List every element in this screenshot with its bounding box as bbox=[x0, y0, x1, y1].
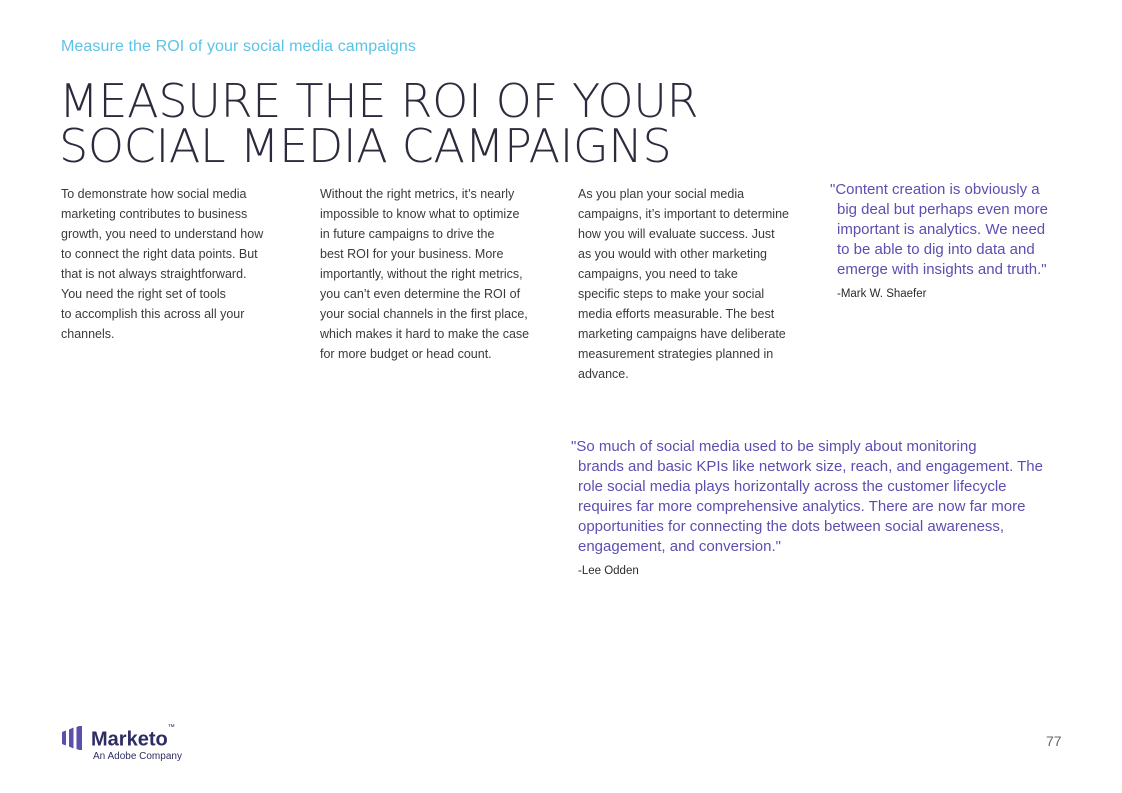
quote-attribution: -Mark W. Shaefer bbox=[837, 288, 927, 300]
text-line: marketing contributes to business bbox=[61, 207, 248, 221]
text-line: to connect the right data points. But bbox=[61, 247, 258, 261]
text-line: impossible to know what to optimize bbox=[320, 207, 520, 221]
body-column-3 bbox=[578, 184, 789, 384]
pull-quote-odden bbox=[571, 437, 1043, 581]
text-line: specific steps to make your social bbox=[578, 287, 765, 301]
text-line: to accomplish this across all your bbox=[61, 307, 245, 321]
page-title bbox=[59, 74, 699, 173]
brand-name: Marketo™ bbox=[91, 724, 175, 751]
quote-line: to be able to dig into data and bbox=[837, 241, 1035, 258]
body-column-1 bbox=[61, 184, 263, 344]
text-line: campaigns, you need to take bbox=[578, 267, 738, 281]
text-line: which makes it hard to make the case bbox=[320, 327, 530, 341]
text-line: best ROI for your business. More bbox=[320, 247, 504, 261]
text-line: measurement strategies planned in bbox=[578, 347, 774, 361]
text-line: as you would with other marketing bbox=[578, 247, 767, 261]
text-line: for more budget or head count. bbox=[320, 347, 492, 361]
text-line: You need the right set of tools bbox=[61, 287, 226, 301]
text-line: importantly, without the right metrics, bbox=[320, 267, 523, 281]
text-line: marketing campaigns have deliberate bbox=[578, 327, 786, 341]
text-line: you can’t even determine the ROI of bbox=[320, 287, 521, 301]
pull-quote-shaefer bbox=[830, 180, 1048, 304]
quote-line: opportunities for connecting the dots between social awareness, bbox=[578, 518, 1005, 535]
quote-line: brands and basic KPIs like network size, reach, and engagement. The bbox=[578, 458, 1043, 475]
quote-line: role social media plays horizontally across the customer lifecycle bbox=[578, 478, 1007, 495]
title-line-1: MEASURE THE ROI OF YOUR bbox=[59, 74, 699, 128]
quote-line: "So much of social media used to be simply about monitoring bbox=[571, 438, 977, 455]
brand-tagline: An Adobe Company bbox=[93, 750, 182, 762]
text-line: advance. bbox=[578, 367, 629, 381]
logo-wordmark bbox=[91, 726, 182, 763]
title-line-2: SOCIAL MEDIA CAMPAIGNS bbox=[59, 119, 672, 173]
quote-attribution: -Lee Odden bbox=[578, 565, 639, 577]
text-line: campaigns, it’s important to determine bbox=[578, 207, 789, 221]
quote-line: emerge with insights and truth." bbox=[837, 261, 1047, 278]
quote-line: big deal but perhaps even more bbox=[837, 201, 1048, 218]
body-column-2 bbox=[320, 184, 529, 364]
text-line: your social channels in the first place, bbox=[320, 307, 528, 321]
quote-line: engagement, and conversion." bbox=[578, 538, 781, 555]
marketo-logo bbox=[61, 726, 182, 763]
text-line: media efforts measurable. The best bbox=[578, 307, 775, 321]
text-line: channels. bbox=[61, 327, 115, 341]
page-number: 77 bbox=[1046, 733, 1062, 749]
running-header: Measure the ROI of your social media campaigns bbox=[61, 38, 416, 55]
text-line: To demonstrate how social media bbox=[61, 187, 247, 201]
quote-line: important is analytics. We need bbox=[837, 221, 1046, 238]
text-line: that is not always straightforward. bbox=[61, 267, 247, 281]
text-line: growth, you need to understand how bbox=[61, 227, 264, 241]
quote-line: "Content creation is obviously a bbox=[830, 181, 1040, 198]
quote-line: requires far more comprehensive analytics. There are now far more bbox=[578, 498, 1026, 515]
marketo-bars-icon bbox=[61, 726, 85, 750]
text-line: As you plan your social media bbox=[578, 187, 745, 201]
text-line: in future campaigns to drive the bbox=[320, 227, 495, 241]
text-line: Without the right metrics, it’s nearly bbox=[320, 187, 515, 201]
trademark-symbol: ™ bbox=[167, 724, 175, 731]
text-line: how you will evaluate success. Just bbox=[578, 227, 775, 241]
